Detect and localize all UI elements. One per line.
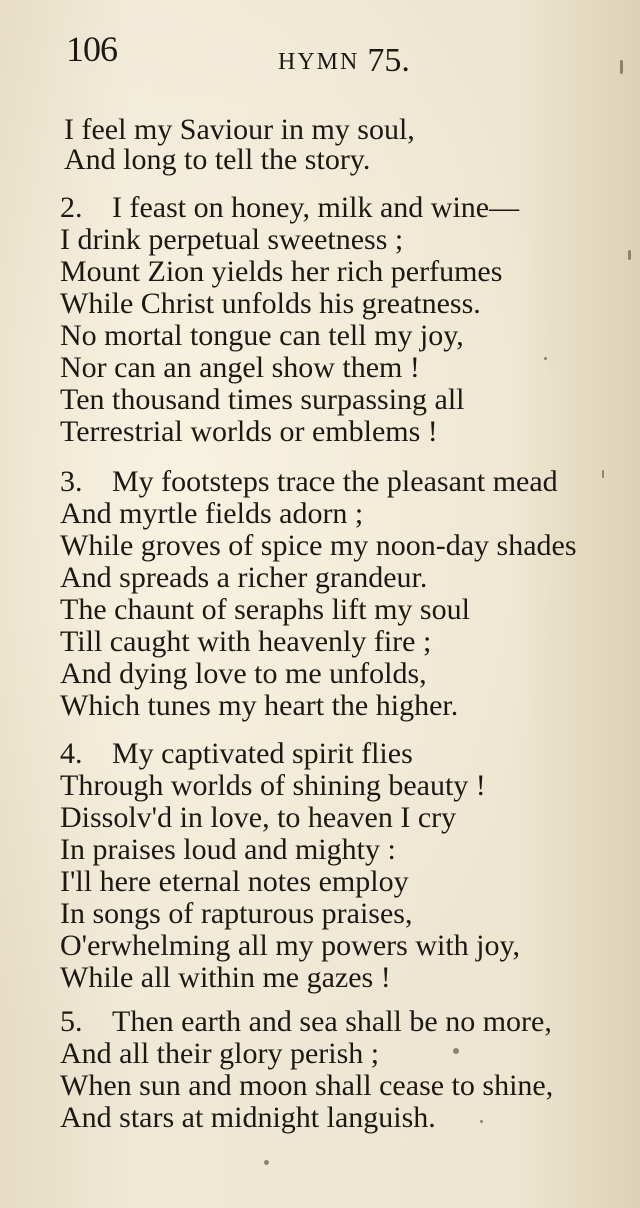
paper-speck bbox=[544, 357, 547, 360]
verse-number: 3. bbox=[60, 465, 83, 498]
verse-line-text: My captivated spirit flies bbox=[112, 737, 413, 770]
verse-line bbox=[60, 192, 519, 224]
running-title bbox=[278, 40, 410, 78]
verse-line: In praises loud and mighty : bbox=[60, 833, 396, 866]
page-number: 106 bbox=[66, 29, 117, 69]
verse-line bbox=[60, 738, 413, 770]
verse-line: I'll here eternal notes employ bbox=[60, 865, 409, 898]
verse-line: Nor can an angel show them ! bbox=[60, 351, 420, 384]
running-title-word: HYMN bbox=[278, 49, 360, 75]
verse-line: Which tunes my heart the higher. bbox=[60, 689, 459, 722]
paper-speck bbox=[628, 250, 631, 260]
paper-speck bbox=[620, 60, 623, 74]
verse-line: While Christ unfolds his greatness. bbox=[60, 287, 481, 320]
verse-line: And spreads a richer grandeur. bbox=[60, 561, 428, 594]
verse-line: Through worlds of shining beauty ! bbox=[60, 769, 486, 802]
verse-number: 4. bbox=[60, 737, 83, 770]
page-header bbox=[66, 28, 626, 78]
verse-line bbox=[60, 1006, 552, 1038]
verse-line: Till caught with heavenly fire ; bbox=[60, 625, 432, 658]
verse-line: O'erwhelming all my powers with joy, bbox=[60, 929, 521, 962]
verse-line: And long to tell the story. bbox=[64, 143, 371, 176]
verse-number: 5. bbox=[60, 1005, 83, 1038]
verse-line: No mortal tongue can tell my joy, bbox=[60, 319, 464, 352]
verse-line-text: Then earth and sea shall be no more, bbox=[112, 1005, 552, 1038]
paper-speck bbox=[480, 1120, 483, 1123]
paper-speck bbox=[602, 470, 604, 478]
verse-line: In songs of rapturous praises, bbox=[60, 897, 413, 930]
paper-speck bbox=[264, 1160, 269, 1165]
verse-line-text: My footsteps trace the pleasant mead bbox=[112, 465, 558, 498]
verse-line: While all within me gazes ! bbox=[60, 961, 391, 994]
verse-line bbox=[60, 466, 558, 498]
verse-line: Ten thousand times surpassing all bbox=[60, 383, 465, 416]
verse-line: And all their glory perish ; bbox=[60, 1037, 380, 1070]
verse-line: The chaunt of seraphs lift my soul bbox=[60, 593, 470, 626]
hymn-number: 75. bbox=[367, 42, 410, 79]
verse-line: And stars at midnight languish. bbox=[60, 1101, 436, 1134]
verse-line: I drink perpetual sweetness ; bbox=[60, 223, 404, 256]
verse-line: And myrtle fields adorn ; bbox=[60, 497, 364, 530]
verse-line: Terrestrial worlds or emblems ! bbox=[60, 415, 438, 448]
verse-line: While groves of spice my noon-day shades bbox=[60, 529, 577, 562]
verse-line-text: I feast on honey, milk and wine— bbox=[112, 191, 520, 224]
verse-line: I feel my Saviour in my soul, bbox=[64, 113, 415, 146]
verse-line: When sun and moon shall cease to shine, bbox=[60, 1069, 554, 1102]
paper-speck bbox=[453, 1048, 459, 1054]
verse-line: And dying love to me unfolds, bbox=[60, 657, 427, 690]
verse-line: Mount Zion yields her rich perfumes bbox=[60, 255, 503, 288]
verse-number: 2. bbox=[60, 191, 83, 224]
verse-line: Dissolv'd in love, to heaven I cry bbox=[60, 801, 457, 834]
